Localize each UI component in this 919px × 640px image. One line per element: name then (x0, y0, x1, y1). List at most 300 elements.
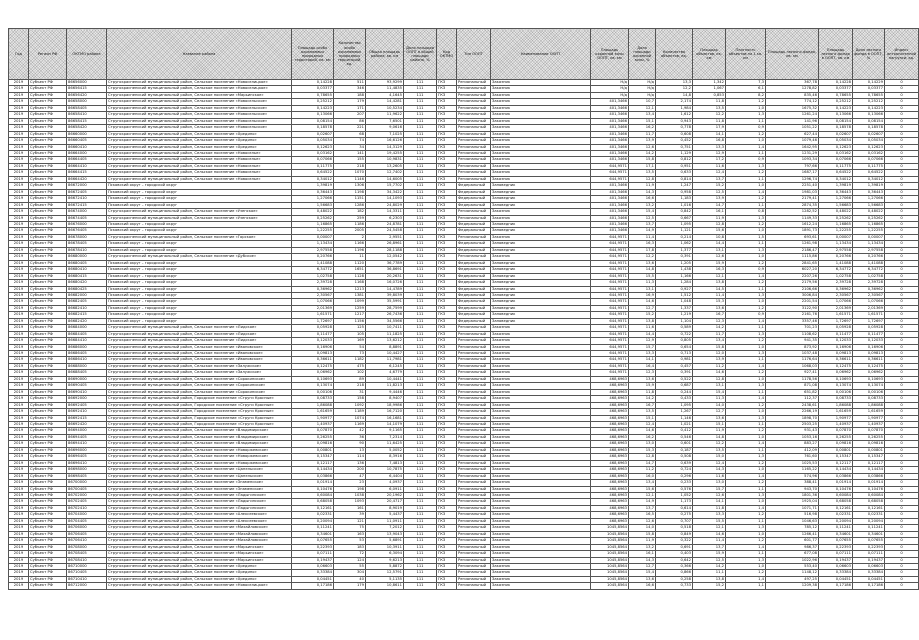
table-cell: 0,68058 (819, 499, 853, 505)
table-cell: 15,5 (629, 273, 656, 279)
table-cell: 13,6 (629, 376, 656, 382)
table-cell: 86702000 (67, 493, 107, 499)
table-cell: 0,09813 (292, 351, 334, 357)
table-cell: 0 (885, 196, 919, 202)
table-cell: 0 (885, 86, 919, 92)
table-cell: 12,3 (629, 370, 656, 376)
table-cell: 1,4 (726, 363, 766, 369)
table-cell: 26,7436 (366, 312, 404, 318)
table-cell: 1198 (334, 189, 366, 195)
table-cell: Региональный (457, 363, 491, 369)
table-cell: 15,9 (693, 551, 726, 557)
table-cell: 11,4 (693, 292, 726, 298)
table-cell: Региональный (457, 357, 491, 363)
table-cell: 14,9 (629, 499, 656, 505)
table-cell: 13,1 (693, 383, 726, 389)
table-cell: Заказник (491, 409, 591, 415)
table-cell: Стругокрасненский муниципальный район, Сельское поселение «Новоржевское» (107, 454, 292, 460)
table-cell: 15,1 (629, 118, 656, 124)
table-cell: 111 (404, 454, 437, 460)
table-cell: ГКЗ (437, 286, 457, 292)
table-cell: 1,016 (656, 202, 693, 208)
table-cell: Заказник (491, 357, 591, 363)
table-cell: 0,943 (656, 118, 693, 124)
table-cell: 1,1 (726, 176, 766, 182)
table-cell: ГКЗ (437, 292, 457, 298)
table-cell: 111 (404, 86, 437, 92)
table-cell: 86706405 (67, 531, 107, 537)
table-cell: Н/д (591, 80, 629, 86)
table-cell: 1,1 (726, 357, 766, 363)
table-cell: 0,78655 (853, 92, 885, 98)
table-cell: 0 (885, 292, 919, 298)
table-cell: ГКЗ (437, 105, 457, 111)
table-cell: ГКЗ (437, 344, 457, 350)
table-cell: 86658000 (67, 99, 107, 105)
table-cell: 15,5 (693, 518, 726, 524)
table-cell: Субъект РФ (29, 105, 67, 111)
table-cell: Субъект РФ (29, 163, 67, 169)
table-cell: 14,5 (693, 286, 726, 292)
table-cell: Стругокрасненский муниципальный район, Сельское поселение «Новосельское» (107, 125, 292, 131)
table-cell: Заповедник (491, 318, 591, 324)
table-cell: 0 (885, 163, 919, 169)
table-cell: Псковский округ – городской округ (107, 228, 292, 234)
table-cell: 468,6963 (591, 376, 629, 382)
table-cell: 9,4446 (366, 389, 404, 395)
table-cell: 1,095 (656, 221, 693, 227)
table-cell: 0,00801 (853, 447, 885, 453)
table-cell: 10,4441 (366, 376, 404, 382)
table-cell: 14,2 (629, 150, 656, 156)
table-cell: 111 (404, 125, 437, 131)
table-cell: 1,095 (656, 402, 693, 408)
table-cell: Субъект РФ (29, 376, 67, 382)
table-cell: 644,9571 (591, 344, 629, 350)
table-cell: 15,2 (629, 312, 656, 318)
table-cell: Федеральный (457, 280, 491, 286)
table-cell: 1,1 (726, 241, 766, 247)
table-cell: Субъект РФ (29, 512, 67, 518)
table-cell: Субъект РФ (29, 493, 67, 499)
table-cell: 1,0 (726, 409, 766, 415)
table-cell: Региональный (457, 576, 491, 582)
table-cell: 401,3466 (591, 112, 629, 118)
table-cell: Стругокрасненский муниципальный район, Сельское поселение «Цапельское» (107, 473, 292, 479)
table-cell: 644,9571 (591, 312, 629, 318)
table-cell: Региональный (457, 157, 491, 163)
table-cell: ГКЗ (437, 499, 457, 505)
table-cell: Региональный (457, 118, 491, 124)
table-cell: Субъект РФ (29, 99, 67, 105)
table-cell: Субъект РФ (29, 525, 67, 531)
table-cell: ГКЗ (437, 112, 457, 118)
table-cell: Заказник (491, 234, 591, 240)
table-cell: 15,4 (693, 389, 726, 395)
table-cell: 1045,8564 (591, 557, 629, 563)
table-cell: 1,4 (726, 576, 766, 582)
table-cell: 0,11477 (819, 331, 853, 337)
table-cell: ГКЗ (437, 473, 457, 479)
table-cell: 111 (404, 202, 437, 208)
table-cell: 1,3 (726, 415, 766, 421)
table-cell: Стругокрасненский муниципальный район, Городское поселение «Струги Красные» (107, 402, 292, 408)
table-cell: 86664000 (67, 150, 107, 156)
table-cell: 86664405 (67, 157, 107, 163)
table-cell: 3122,90 (766, 305, 819, 311)
table-cell: 0,60084 (853, 493, 885, 499)
table-cell: 0,17186 (853, 583, 885, 589)
table-cell: 1,39819 (853, 183, 885, 189)
table-cell: 111 (404, 544, 437, 550)
table-cell: Федеральный (457, 241, 491, 247)
table-cell: 86672415 (67, 202, 107, 208)
column-header: Доля лесного фонда в ООПТ, % (853, 29, 885, 80)
table-cell: ГКЗ (437, 467, 457, 473)
table-cell: Субъект РФ (29, 209, 67, 215)
table-cell: 5,4437 (366, 512, 404, 518)
table-cell: 2019 (9, 396, 29, 402)
table-cell: 1,4 (726, 544, 766, 550)
table-cell: 0 (885, 80, 919, 86)
table-cell: 1306 (334, 183, 366, 189)
table-cell: Федеральный (457, 196, 491, 202)
table-cell: 86678405 (67, 241, 107, 247)
table-cell: Псковский округ – городской округ (107, 183, 292, 189)
table-cell: Региональный (457, 422, 491, 428)
table-cell: 0,14223 (819, 105, 853, 111)
table-cell: 86658410 (67, 112, 107, 118)
table-cell: 468,6963 (591, 447, 629, 453)
table-cell: 0 (885, 396, 919, 402)
table-cell: 468,6963 (591, 518, 629, 524)
table-cell: 1,129 (656, 150, 693, 156)
table-cell: 0,03866 (853, 473, 885, 479)
table-cell: 111 (404, 557, 437, 563)
table-cell: 111 (404, 351, 437, 357)
table-cell: 12,1 (629, 493, 656, 499)
table-cell: 0,36611 (292, 357, 334, 363)
table-cell: 0 (885, 454, 919, 460)
table-cell: 0,06603 (853, 563, 885, 569)
table-cell: 111 (404, 376, 437, 382)
table-cell: 701,23 (766, 325, 819, 331)
table-cell: 86694410 (67, 441, 107, 447)
table-cell: 86664410 (67, 163, 107, 169)
table-cell: 12,8 (629, 176, 656, 182)
table-cell: 2019 (9, 163, 29, 169)
table-cell: 2019 (9, 370, 29, 376)
table-cell: 2,30567 (292, 292, 334, 298)
table-cell: 0,00106 (819, 389, 853, 395)
table-cell: ГКЗ (437, 557, 457, 563)
table-cell: Федеральный (457, 299, 491, 305)
table-cell: 1,4 (726, 273, 766, 279)
table-cell: 1,1 (726, 518, 766, 524)
table-cell: 1,13434 (819, 241, 853, 247)
table-cell: 2019 (9, 525, 29, 531)
table-cell: 2005 (334, 228, 366, 234)
table-cell: 15,8 (629, 157, 656, 163)
table-cell: Региональный (457, 531, 491, 537)
table-cell: Стругокрасненский муниципальный район, Сельское поселение «Хредино» (107, 563, 292, 569)
column-header: Доля площади охранной зоны, % (629, 29, 656, 80)
table-cell: Заповедник (491, 247, 591, 253)
table-cell: Субъект РФ (29, 551, 67, 557)
table-cell: 1,1 (726, 286, 766, 292)
table-cell: 2019 (9, 196, 29, 202)
table-cell: ГКЗ (437, 396, 457, 402)
table-cell: Псковский округ – городской округ (107, 241, 292, 247)
table-cell: 179 (334, 583, 366, 589)
table-cell: Субъект РФ (29, 131, 67, 137)
table-cell: 0,12161 (292, 505, 334, 511)
table-cell: 111 (404, 422, 437, 428)
table-cell: 0,601 (656, 441, 693, 447)
table-cell: 111 (404, 150, 437, 156)
table-cell: ГКЗ (437, 538, 457, 544)
table-cell: 1045,8564 (591, 570, 629, 576)
table-cell: 1,0 (726, 138, 766, 144)
table-cell: 1,0 (726, 299, 766, 305)
table-cell: 2179,56 (766, 280, 819, 286)
table-cell: Заказник (491, 370, 591, 376)
table-cell: 111 (404, 157, 437, 163)
table-cell: Заказник (491, 105, 591, 111)
table-cell: 2,01369 (853, 305, 885, 311)
table-cell: Региональный (457, 131, 491, 137)
table-cell: 15,1 (693, 422, 726, 428)
table-cell: 1,90977 (292, 415, 334, 421)
table-cell: 0,06962 (819, 370, 853, 376)
table-cell: 11 (334, 254, 366, 260)
table-cell: 774,12 (766, 99, 819, 105)
table-cell: 0,11775 (292, 163, 334, 169)
table-cell: 0 (885, 273, 919, 279)
table-cell: 1,0 (726, 254, 766, 260)
table-cell: 86684410 (67, 338, 107, 344)
table-cell: Заказник (491, 131, 591, 137)
table-cell: 13,9043 (366, 531, 404, 537)
table-cell: 5,8872 (366, 563, 404, 569)
table-cell: 16,1 (629, 551, 656, 557)
table-cell: Стругокрасненский муниципальный район, Сельское поселение «Владимирское» (107, 434, 292, 440)
table-cell: ГКЗ (437, 409, 457, 415)
table-cell: 1079,46 (766, 138, 819, 144)
table-cell: 1,4 (726, 473, 766, 479)
table-cell: 401,3466 (591, 105, 629, 111)
table-cell: 11,9 (629, 538, 656, 544)
table-cell: 0,34601 (292, 531, 334, 537)
table-cell: 2019 (9, 551, 29, 557)
table-cell: 1,0 (726, 563, 766, 569)
table-cell: Региональный (457, 125, 491, 131)
table-cell: 0,36443 (853, 189, 885, 195)
table-cell: 0,633 (656, 170, 693, 176)
table-cell: Субъект РФ (29, 325, 67, 331)
table-cell: 0,07111 (292, 551, 334, 557)
table-cell: Региональный (457, 499, 491, 505)
table-cell: 111 (404, 280, 437, 286)
table-cell: 0,26255 (292, 434, 334, 440)
table-cell: 1108,62 (766, 331, 819, 337)
table-cell: Заповедник (491, 280, 591, 286)
table-cell: 0 (885, 125, 919, 131)
table-cell: 1,56683 (292, 202, 334, 208)
table-cell: 13,3 (629, 351, 656, 357)
table-cell: ГКЗ (437, 434, 457, 440)
table-cell: 0 (885, 525, 919, 531)
table-cell: 1,166 (656, 273, 693, 279)
table-cell: 1,22255 (292, 228, 334, 234)
table-cell: 1,13434 (292, 241, 334, 247)
table-cell: Региональный (457, 389, 491, 395)
table-cell: Заповедник (491, 286, 591, 292)
table-cell: 0 (885, 131, 919, 137)
table-cell: Субъект РФ (29, 183, 67, 189)
table-cell: 2019 (9, 183, 29, 189)
table-cell: Субъект РФ (29, 396, 67, 402)
table-cell: 1,72697 (292, 318, 334, 324)
table-cell: 13,6 (629, 576, 656, 582)
table-cell: 1,16865 (853, 221, 885, 227)
table-cell: 0 (885, 305, 919, 311)
table-cell: Стругокрасненский муниципальный район, Сельское поселение «Новоселье» (107, 176, 292, 182)
table-cell: Субъект РФ (29, 228, 67, 234)
table-cell: 401,3466 (591, 99, 629, 105)
table-cell: 0,853 (693, 92, 726, 98)
table-cell: 1,3 (726, 331, 766, 337)
table-cell: 2,01369 (292, 305, 334, 311)
table-cell: 1,219 (656, 312, 693, 318)
table-cell: 11,2 (629, 467, 656, 473)
table-cell: 0 (885, 434, 919, 440)
table-cell: 2019 (9, 383, 29, 389)
table-cell: Заказник (491, 389, 591, 395)
table-cell: Федеральный (457, 267, 491, 273)
table-cell: 111 (404, 80, 437, 86)
table-cell: Стругокрасненский муниципальный район, Сельское поселение «Лидское» (107, 338, 292, 344)
table-cell: 0 (885, 105, 919, 111)
table-cell: 111 (404, 447, 437, 453)
table-cell: 0,09813 (819, 351, 853, 357)
table-cell: 86682420 (67, 318, 107, 324)
table-cell: 111 (404, 260, 437, 266)
table-cell: 86660410 (67, 144, 107, 150)
table-cell: 12,7 (693, 409, 726, 415)
table-cell: 0,09813 (853, 351, 885, 357)
table-cell: 0,20766 (853, 254, 885, 260)
table-cell: Стругокрасненский муниципальный район, Сельское поселение «Новоселье» (107, 150, 292, 156)
table-cell: Субъект РФ (29, 234, 67, 240)
table-cell: Федеральный (457, 305, 491, 311)
table-cell: 1,61659 (819, 409, 853, 415)
table-cell: Стругокрасненский муниципальный район, Сельское поселение «Цапельское» (107, 467, 292, 473)
table-cell: Заказник (491, 383, 591, 389)
table-cell: 86690405 (67, 383, 107, 389)
table-cell: 86702410 (67, 505, 107, 511)
table-cell: 72 (334, 551, 366, 557)
table-cell: Субъект РФ (29, 86, 67, 92)
table-cell: 2019 (9, 344, 29, 350)
table-cell: 111 (404, 402, 437, 408)
table-cell: 2019 (9, 292, 29, 298)
table-cell: 1093,34 (766, 157, 819, 163)
table-cell: 111 (404, 312, 437, 318)
table-cell: 1,2 (726, 280, 766, 286)
table-cell: 511 (334, 80, 366, 86)
table-cell: 1045,8564 (591, 576, 629, 582)
table-cell: 13,8 (693, 576, 726, 582)
table-cell: 15,9 (693, 260, 726, 266)
table-cell: 14,4789 (366, 286, 404, 292)
table-cell: 221 (334, 125, 366, 131)
table-cell: Региональный (457, 234, 491, 240)
table-cell: 1,3 (726, 454, 766, 460)
table-cell: Псковский округ – городской округ (107, 299, 292, 305)
table-cell: 86672000 (67, 183, 107, 189)
table-cell: 14,2 (693, 325, 726, 331)
table-cell: 2019 (9, 331, 29, 337)
table-cell: ГКЗ (437, 196, 457, 202)
table-cell: 111 (404, 570, 437, 576)
table-cell: 2019 (9, 473, 29, 479)
table-cell: 2019 (9, 241, 29, 247)
table-cell: Региональный (457, 383, 491, 389)
table-cell: Стругокрасненский муниципальный район, Сельское поселение «Узенское» (107, 209, 292, 215)
table-cell: 1,4 (726, 144, 766, 150)
table-cell: 6,4404 (366, 473, 404, 479)
table-cell: 0,07066 (853, 157, 885, 163)
table-cell: 0,34601 (853, 531, 885, 537)
table-cell: Субъект РФ (29, 473, 67, 479)
table-cell: Заповедник (491, 189, 591, 195)
table-cell: ГКЗ (437, 280, 457, 286)
table-cell: 12,6 (629, 518, 656, 524)
table-cell: 15,6 (629, 486, 656, 492)
table-cell: 0,20766 (819, 254, 853, 260)
table-cell: Региональный (457, 544, 491, 550)
table-cell: 0,433 (656, 396, 693, 402)
table-cell: 0,02607 (292, 131, 334, 137)
table-cell: 7,2314 (366, 434, 404, 440)
table-cell: 0,13074 (819, 383, 853, 389)
table-cell: 207 (334, 112, 366, 118)
table-cell: 6,34772 (853, 267, 885, 273)
table-cell: Субъект РФ (29, 544, 67, 550)
table-cell: 412,09 (766, 447, 819, 453)
table-cell: 0,08733 (292, 396, 334, 402)
table-cell: 0,12475 (853, 363, 885, 369)
table-cell: 1151 (334, 196, 366, 202)
table-cell: 644,9571 (591, 273, 629, 279)
table-cell: Заказник (491, 118, 591, 124)
table-cell: 2019 (9, 505, 29, 511)
table-cell: Субъект РФ (29, 260, 67, 266)
table-cell: 2019 (9, 215, 29, 221)
table-cell: 0 (885, 447, 919, 453)
table-cell: 16,6 (629, 196, 656, 202)
table-cell: ГКЗ (437, 234, 457, 240)
table-cell: 0 (885, 428, 919, 434)
table-cell: 1,2 (726, 402, 766, 408)
table-cell: 0,10476 (292, 486, 334, 492)
table-cell: 0 (885, 357, 919, 363)
table-cell: 0,09816 (853, 441, 885, 447)
table-cell: 171 (334, 105, 366, 111)
table-cell: 2019 (9, 422, 29, 428)
table-cell: 12,7 (629, 563, 656, 569)
